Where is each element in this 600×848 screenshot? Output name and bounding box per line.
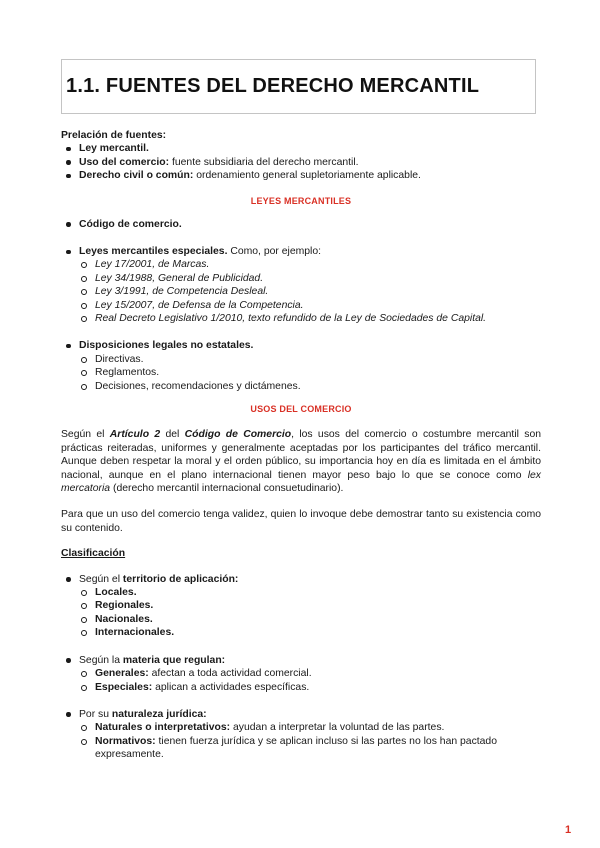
list-item-especiales bbox=[61, 245, 541, 258]
sub-list-item bbox=[61, 735, 541, 748]
list-item bbox=[61, 169, 541, 182]
item-text: ordenamiento general supletoriamente aplicable. bbox=[193, 170, 421, 182]
sub-list-item: Locales. bbox=[61, 586, 541, 599]
item-text: fuente subsidiaria del derecho mercantil. bbox=[169, 156, 359, 168]
item-bold: Normativos: bbox=[95, 735, 156, 747]
sub-list-item: Internacionales. bbox=[61, 626, 541, 639]
item-bold: Naturales o interpretativos: bbox=[95, 722, 231, 734]
sub-list-item: Nacionales. bbox=[61, 613, 541, 626]
item-bold: Derecho civil o común: bbox=[79, 170, 194, 182]
especiales-list bbox=[61, 245, 541, 325]
naturaleza-list bbox=[61, 708, 541, 762]
item-bold: naturaleza jurídica: bbox=[111, 708, 207, 720]
page-number: 1 bbox=[565, 824, 572, 836]
text-run: , los usos del comercio o costumbre mercantil son prácticas reiteradas, uniformes y generalmente aceptadas por los participantes del tráfico mercantil. Aunque deben respetar la moral y el orden público, su importancia hoy en día es limitada en el ámbito nacional, aunque en el plano internacional tienen mayor peso bajo lo que se conoce como bbox=[61, 429, 542, 481]
item-text: Por su bbox=[79, 708, 112, 720]
item-text: Según el bbox=[79, 573, 123, 585]
clasificacion-heading: Clasificación bbox=[61, 548, 126, 560]
item-bold: Especiales: bbox=[95, 681, 153, 693]
section-heading-leyes: LEYES MERCANTILES bbox=[250, 195, 352, 206]
item-text: Según la bbox=[79, 654, 123, 666]
title-box bbox=[61, 59, 536, 114]
list-item bbox=[61, 142, 541, 155]
codigo-ref: Código de Comercio bbox=[184, 429, 292, 441]
item-bold: materia que regulan: bbox=[122, 654, 226, 666]
text-run: Según el bbox=[61, 429, 110, 441]
list-item-territorio bbox=[61, 573, 541, 586]
list-item-materia bbox=[61, 654, 541, 667]
sub-list-item: Ley 15/2007, de Defensa de la Competencia. bbox=[61, 299, 541, 312]
document-content bbox=[61, 129, 541, 762]
item-bold: Leyes mercantiles especiales. bbox=[79, 246, 228, 258]
sub-list-item bbox=[61, 667, 541, 680]
usos-paragraph-1 bbox=[61, 428, 541, 496]
list-item-naturaleza bbox=[61, 708, 541, 721]
sub-list-item-continuation bbox=[61, 748, 541, 761]
list-item bbox=[61, 156, 541, 169]
sub-list-item bbox=[61, 721, 541, 734]
sub-list-item: Ley 3/1991, de Competencia Desleal. bbox=[61, 285, 541, 298]
item-text: ayudan a interpretar la voluntad de las partes. bbox=[230, 722, 445, 734]
text-run: del bbox=[160, 429, 185, 441]
sub-list-item: Ley 34/1988, General de Publicidad. bbox=[61, 272, 541, 285]
materia-list bbox=[61, 654, 541, 694]
sub-list-item: Regionales. bbox=[61, 599, 541, 612]
section-heading-usos: USOS DEL COMERCIO bbox=[250, 404, 352, 415]
item-text: tienen fuerza jurídica y se aplican incluso si las partes no los han pactado bbox=[155, 735, 497, 747]
item-bold: Generales: bbox=[95, 668, 149, 680]
sub-list-item: Reglamentos. bbox=[61, 366, 541, 379]
disposiciones-list bbox=[61, 339, 541, 393]
page-title: 1.1. FUENTES DEL DERECHO MERCANTIL bbox=[66, 75, 480, 97]
item-bold: Ley mercantil. bbox=[79, 143, 149, 155]
item-text: Como, por ejemplo: bbox=[227, 246, 322, 258]
item-bold: Uso del comercio: bbox=[79, 156, 170, 168]
item-text: expresamente. bbox=[95, 749, 164, 761]
item-bold: territorio de aplicación: bbox=[122, 573, 239, 585]
prelacion-heading: Prelación de fuentes: bbox=[61, 130, 167, 141]
list-item-disposiciones: Disposiciones legales no estatales. bbox=[61, 339, 541, 352]
articulo-ref: Artículo 2 bbox=[109, 429, 161, 441]
text-run: (derecho mercantil internacional consuetudinario). bbox=[110, 483, 344, 495]
sub-list-item: Directivas. bbox=[61, 353, 541, 366]
sub-list-item: Decisiones, recomendaciones y dictámenes. bbox=[61, 380, 541, 393]
usos-paragraph-2: Para que un uso del comercio tenga validez, quien lo invoque debe demostrar tanto su existencia como su contenido. bbox=[61, 509, 541, 534]
list-item-codigo: Código de comercio. bbox=[61, 218, 541, 231]
sub-list-item: Real Decreto Legislativo 1/2010, texto refundido de la Ley de Sociedades de Capital. bbox=[61, 312, 541, 325]
lex-mercatoria: lex mercatoria bbox=[61, 469, 541, 495]
prelacion-list bbox=[61, 142, 541, 182]
item-text: afectan a toda actividad comercial. bbox=[148, 668, 312, 680]
sub-list-item bbox=[61, 681, 541, 694]
sub-list-item: Ley 17/2001, de Marcas. bbox=[61, 258, 541, 271]
item-text: aplican a actividades específicas. bbox=[152, 681, 310, 693]
territorio-list bbox=[61, 573, 541, 640]
leyes-list bbox=[61, 218, 541, 231]
